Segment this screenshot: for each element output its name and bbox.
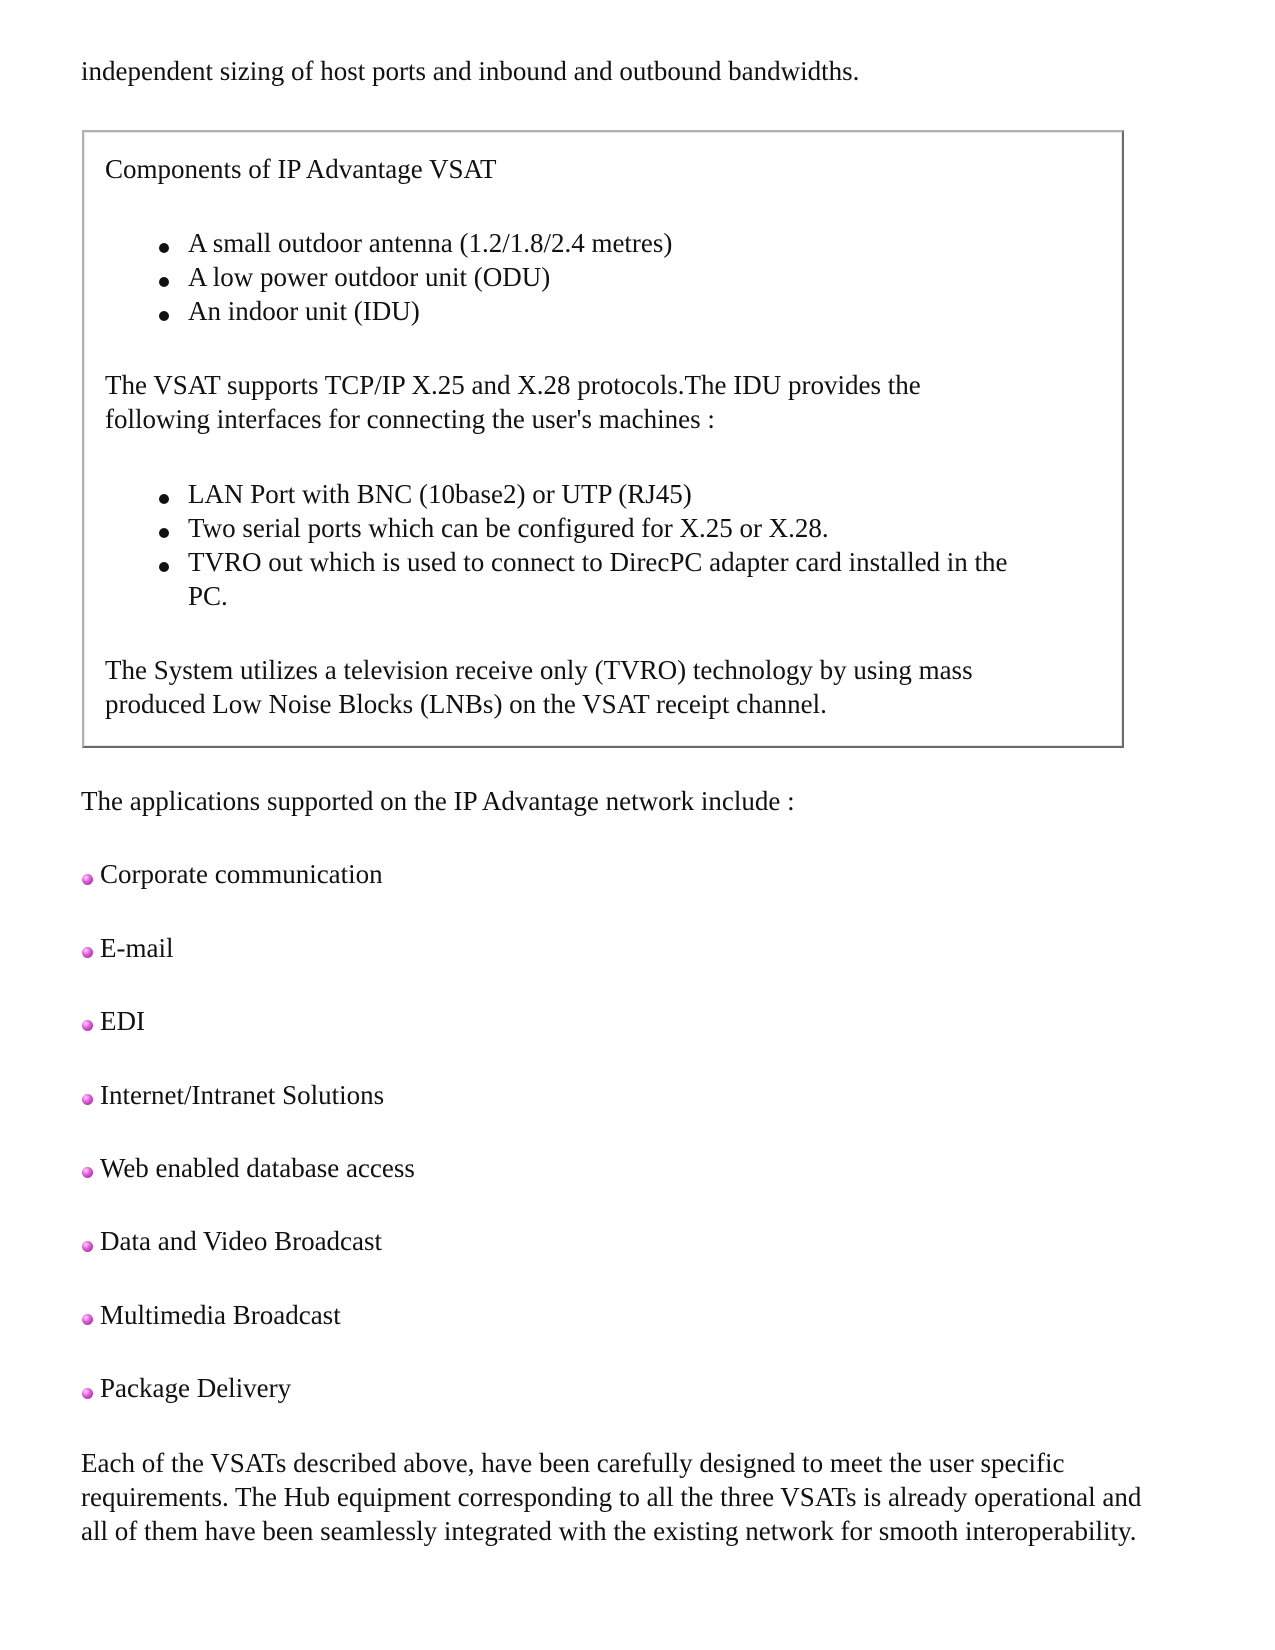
bullet-gem-icon [82, 947, 93, 958]
bullet-icon [159, 311, 169, 321]
component-item: A low power outdoor unit (ODU) [188, 262, 551, 292]
bullet-gem-icon [82, 1388, 93, 1399]
application-item: Web enabled database access [100, 1153, 415, 1183]
bullet-gem-icon [82, 874, 93, 885]
bullet-icon [159, 243, 169, 253]
component-item: A small outdoor antenna (1.2/1.8/2.4 metres) [188, 228, 673, 258]
bullet-icon [159, 528, 169, 538]
closing-paragraph-line: all of them have been seamlessly integrated with the existing network for smooth interoperability. [81, 1516, 1137, 1546]
interface-item: Two serial ports which can be configured for X.25 or X.28. [188, 513, 829, 543]
interface-item: TVRO out which is used to connect to DirecPC adapter card installed in the [188, 547, 1008, 577]
tvro-paragraph-line: The System utilizes a television receive only (TVRO) technology by using mass [105, 655, 973, 685]
application-item: EDI [100, 1006, 145, 1036]
bullet-icon [159, 494, 169, 504]
interface-item: LAN Port with BNC (10base2) or UTP (RJ45) [188, 479, 692, 509]
application-item: Package Delivery [100, 1373, 292, 1403]
application-item: Corporate communication [100, 859, 383, 889]
bullet-gem-icon [82, 1314, 93, 1325]
bullet-gem-icon [82, 1241, 93, 1252]
protocols-paragraph-line: The VSAT supports TCP/IP X.25 and X.28 protocols.The IDU provides the [105, 370, 921, 400]
bullet-icon [159, 277, 169, 287]
bullet-gem-icon [82, 1020, 93, 1031]
bullet-gem-icon [82, 1167, 93, 1178]
closing-paragraph-line: Each of the VSATs described above, have been carefully designed to meet the user specific [81, 1448, 1065, 1478]
interface-item-continuation: PC. [188, 581, 228, 611]
bullet-icon [159, 562, 169, 572]
tvro-paragraph-line: produced Low Noise Blocks (LNBs) on the VSAT receipt channel. [105, 689, 827, 719]
closing-paragraph-line: requirements. The Hub equipment corresponding to all the three VSATs is already operational and [81, 1482, 1142, 1512]
applications-intro: The applications supported on the IP Advantage network include : [81, 786, 795, 816]
intro-tail-text: independent sizing of host ports and inbound and outbound bandwidths. [81, 56, 860, 86]
component-item: An indoor unit (IDU) [188, 296, 420, 326]
application-item: Data and Video Broadcast [100, 1226, 383, 1256]
components-box-title: Components of IP Advantage VSAT [105, 154, 497, 184]
application-item: E-mail [100, 933, 174, 963]
application-item: Internet/Intranet Solutions [100, 1080, 385, 1110]
application-item: Multimedia Broadcast [100, 1300, 341, 1330]
protocols-paragraph-line: following interfaces for connecting the user's machines : [105, 404, 715, 434]
bullet-gem-icon [82, 1094, 93, 1105]
